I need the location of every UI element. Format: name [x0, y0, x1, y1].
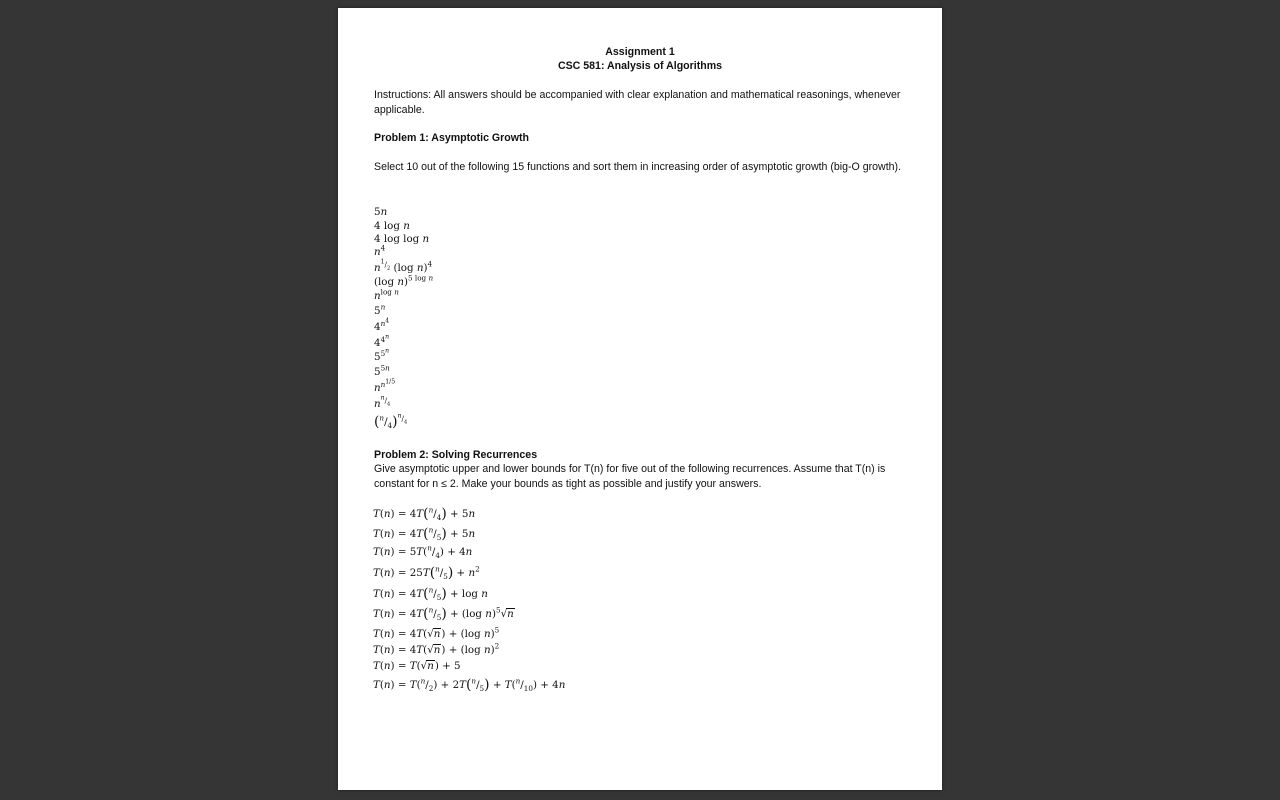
recurrence-2: $T(n) = 4T(^n/_5) + 5n$ [373, 525, 476, 543]
function-12: $5^{5n}$ [374, 363, 390, 378]
function-7: $n^{log n}$ [374, 287, 399, 302]
recurrence-1: $T(n) = 4T(^n/_4) + 5n$ [373, 505, 476, 523]
problem1-intro: Select 10 out of the following 15 functions and sort them in increasing order of asymptotic growth (big-O growth). [374, 161, 902, 173]
recurrence-3: $T(n) = 5T(^n/_4) + 4n$ [373, 543, 473, 561]
function-13: $n^{n^{1/5}}$ [374, 378, 396, 394]
problem1-heading: Problem 1: Asymptotic Growth [374, 132, 530, 144]
function-5: $n^{^1/_2}$ (log n)$^4$ [374, 258, 433, 274]
problem2-heading: Problem 2: Solving Recurrences [374, 449, 538, 461]
function-2: 4 log n [374, 220, 410, 232]
document-title: Assignment 1 [605, 46, 675, 58]
function-6: (log n)$^{5 log n}$ [374, 273, 434, 288]
problem2-intro: Give asymptotic upper and lower bounds for T(n) for five out of the following recurrences. Assume that T(n) is constant for n ≤ 2. Make your bounds as tight as possible and justify your answers. [374, 463, 886, 490]
function-14: $n^{^n/_4}$ [374, 394, 391, 410]
recurrence-5: $T(n) = 4T(^n/_5) + \log n$ [373, 585, 488, 603]
recurrence-10: $T(n) = T(^n/_2) + 2T(^n/_5) + T(^n/_{10}) + 4n$ [373, 676, 566, 694]
recurrence-4: $T(n) = 25T(^n/_5) + n^2$ [373, 564, 480, 582]
function-11: $5^{5^n}$ [374, 347, 390, 363]
function-3: 4 log log n [374, 233, 430, 245]
document-page[interactable] [338, 8, 942, 790]
function-9: $4^{n^4}$ [374, 317, 390, 333]
recurrence-8: T(n) = 4T(√n) + (log n)$^2$ [373, 641, 500, 656]
function-15: $(^n/_4)^{^n/_4}$ [374, 412, 408, 431]
instructions-text: Instructions: All answers should be accompanied with clear explanation and mathematical reasonings, whenever applicable. [374, 89, 901, 116]
recurrence-9: T(n) = T(√n) + 5 [373, 660, 461, 672]
recurrence-7: T(n) = 4T(√n) + (log n)$^5$ [373, 625, 500, 640]
function-10: $4^{4^n}$ [374, 333, 390, 349]
function-8: 5$^n$ [374, 302, 386, 317]
function-4: $n^4$ [374, 243, 386, 258]
document-subtitle: CSC 581: Analysis of Algorithms [557, 60, 723, 72]
recurrence-6: $T(n) = 4T(^n/_5) + (\log$ n)$^5$√n [373, 605, 514, 623]
function-1: 5n [374, 206, 388, 218]
